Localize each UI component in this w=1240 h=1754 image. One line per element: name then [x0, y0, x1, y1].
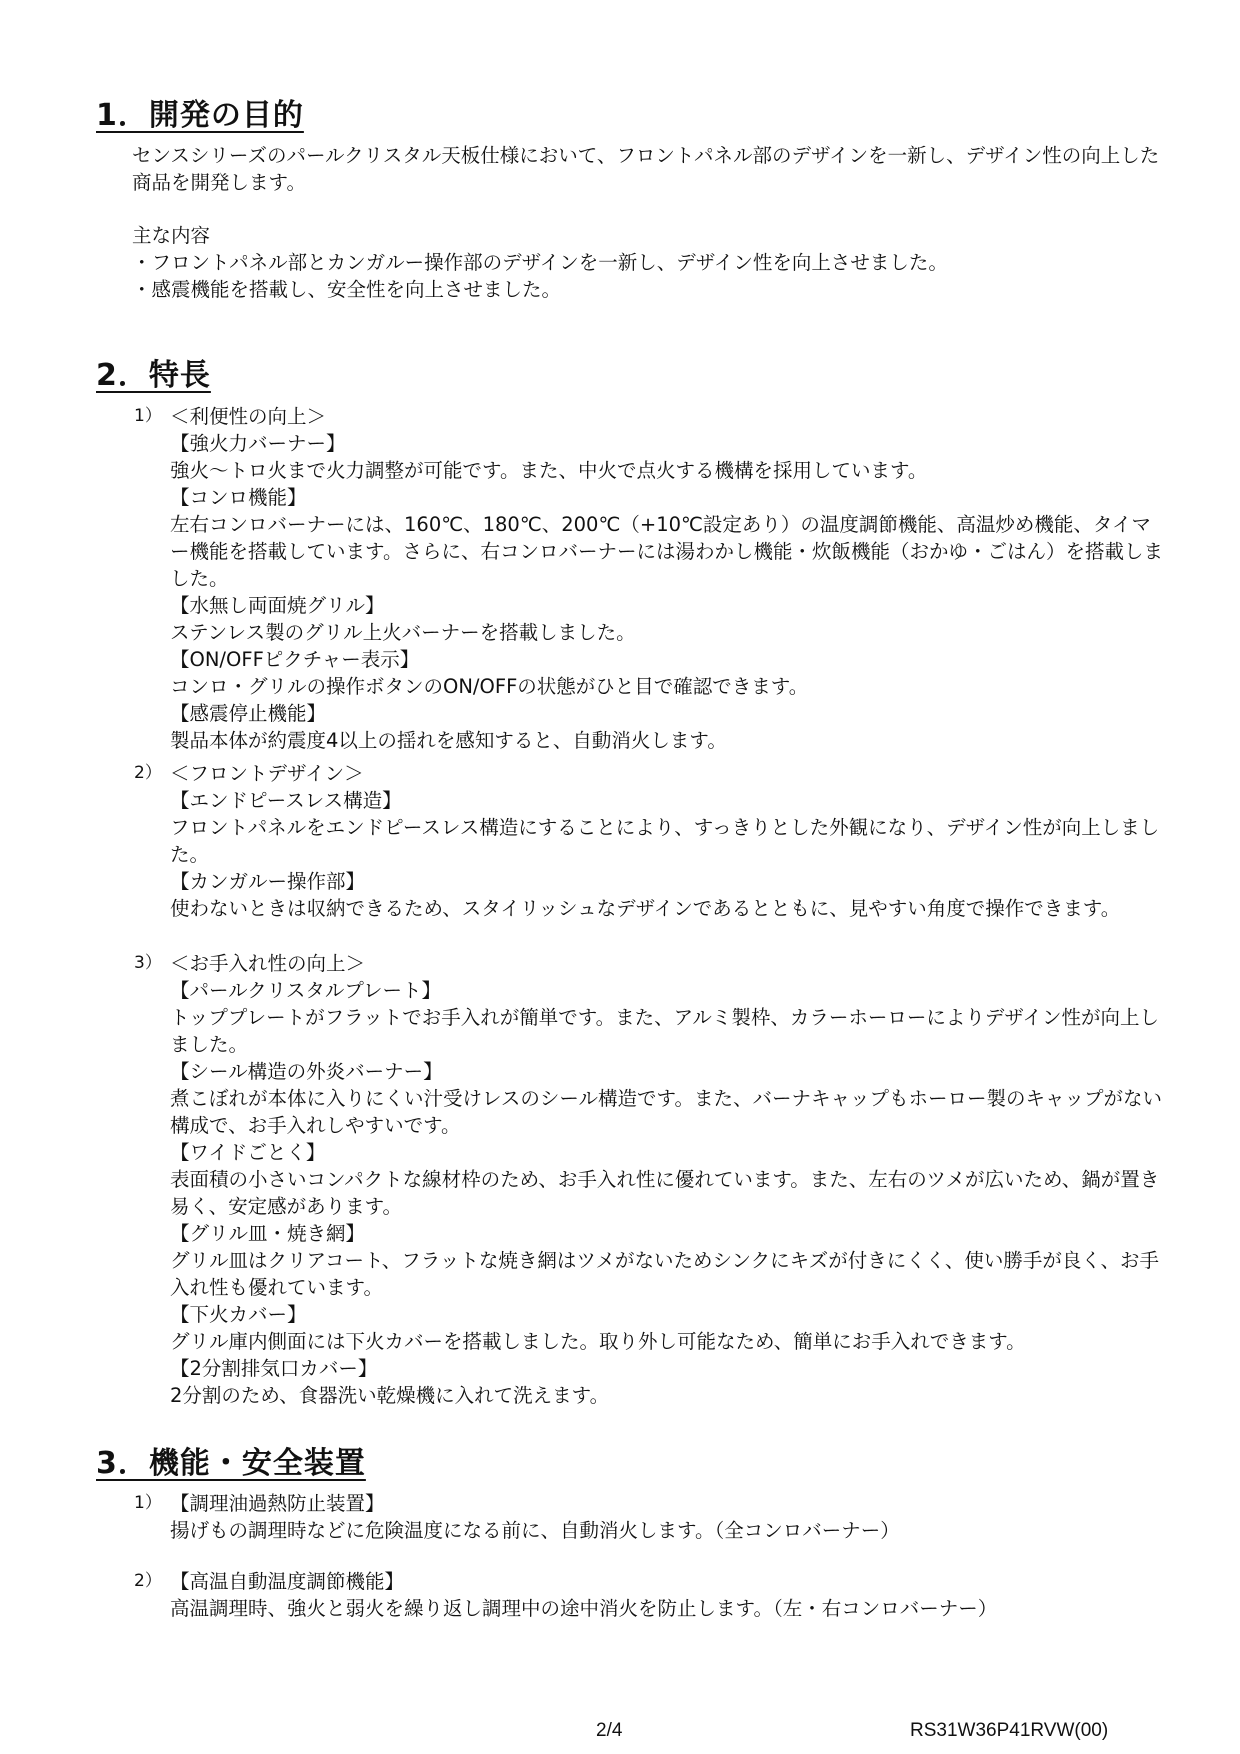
- item-number: 2）: [134, 1571, 162, 1591]
- item-label: 【感震停止機能】: [170, 702, 327, 725]
- item-label: 【調理油過熱防止装置】: [170, 1492, 385, 1515]
- item-number: 1）: [134, 1493, 162, 1513]
- item-text: コンロ・グリルの操作ボタンのON/OFFの状態がひと目で確認できます。: [170, 675, 809, 698]
- group-title: ＜お手入れ性の向上＞: [170, 952, 366, 975]
- group-items: [170, 430, 1170, 754]
- item-text: ステンレス製のグリル上火バーナーを搭載しました。: [170, 621, 636, 644]
- safety-item: [170, 1490, 1170, 1544]
- item-label: 【強火力バーナー】: [170, 432, 346, 455]
- group-items: [170, 787, 1170, 922]
- item-text: グリル庫内側面には下火カバーを搭載しました。取り外し可能なため、簡単にお手入れできます。: [170, 1330, 1026, 1353]
- group-number: 1）: [134, 406, 162, 426]
- page-number: 2/4: [596, 1720, 623, 1741]
- item-text: 製品本体が約震度4以上の揺れを感知すると、自動消火します。: [170, 729, 727, 752]
- item-label: 【高温自動温度調節機能】: [170, 1570, 405, 1593]
- section-1-heading: 1．開発の目的: [96, 98, 304, 133]
- item-text: 使わないときは収納できるため、スタイリッシュなデザインであるとともに、見やすい角度で操作できます。: [170, 897, 1121, 920]
- item-label: 【シール構造の外炎バーナー】: [170, 1060, 443, 1083]
- item-text: 揚げもの調理時などに危険温度になる前に、自動消火します。（全コンロバーナー）: [170, 1519, 900, 1542]
- section-1-point: ・感震機能を搭載し、安全性を向上させました。: [132, 278, 562, 301]
- item-label: 【ON/OFFピクチャー表示】: [170, 648, 420, 671]
- item-label: 【カンガルー操作部】: [170, 870, 366, 893]
- group-title: ＜利便性の向上＞: [170, 405, 327, 428]
- group-items: [170, 977, 1170, 1409]
- item-label: 【コンロ機能】: [170, 486, 307, 509]
- item-label: 【パールクリスタルプレート】: [170, 979, 442, 1002]
- section-1-point: ・フロントパネル部とカンガルー操作部のデザインを一新し、デザイン性を向上させました。: [132, 251, 948, 274]
- item-label: 【水無し両面焼グリル】: [170, 594, 385, 617]
- section-3-heading: 3．機能・安全装置: [96, 1446, 366, 1481]
- section-2-heading: 2．特長: [96, 358, 211, 393]
- safety-item: [170, 1568, 1170, 1622]
- item-text: 表面積の小さいコンパクトな線材枠のため、お手入れ性に優れています。また、左右のツメが広いため、鍋が置き易く、安定感があります。: [170, 1168, 1160, 1218]
- group-number: 2）: [134, 763, 162, 783]
- group-title: ＜フロントデザイン＞: [170, 762, 364, 785]
- item-text: 煮こぼれが本体に入りにくい汁受けレスのシール構造です。また、バーナキャップもホーロー製のキャップがない構成で、お手入れしやすいです。: [170, 1087, 1162, 1137]
- item-text: 2分割のため、食器洗い乾燥機に入れて洗えます。: [170, 1384, 610, 1407]
- item-label: 【グリル皿・焼き網】: [170, 1222, 366, 1245]
- item-text: 強火～トロ火まで火力調整が可能です。また、中火で点火する機構を採用しています。: [170, 459, 928, 482]
- item-text: グリル皿はクリアコート、フラットな焼き網はツメがないためシンクにキズが付きにくく、使い勝手が良く、お手入れ性も優れています。: [170, 1249, 1159, 1299]
- group-number: 3）: [134, 953, 162, 973]
- item-text: 左右コンロバーナーには、160℃、180℃、200℃（+10℃設定あり）の温度調節機能、高温炒め機能、タイマー機能を搭載しています。さらに、右コンロバーナーには湯わかし機能・炊飯機能（おかゆ・ごはん）を搭載しました。: [170, 513, 1163, 590]
- section-1-main-heading: 主な内容: [132, 224, 211, 247]
- item-label: 【エンドピースレス構造】: [170, 789, 402, 812]
- item-text: フロントパネルをエンドピースレス構造にすることにより、すっきりとした外観になり、デザイン性が向上しました。: [170, 816, 1160, 866]
- item-label: 【下火カバー】: [170, 1303, 307, 1326]
- section-1-intro: センスシリーズのパールクリスタル天板仕様において、フロントパネル部のデザインを一新し、デザイン性の向上した商品を開発します。: [132, 144, 1160, 194]
- document-code: RS31W36P41RVW(00): [910, 1720, 1109, 1741]
- item-label: 【ワイドごとく】: [170, 1141, 326, 1164]
- item-label: 【2分割排気口カバー】: [170, 1357, 378, 1380]
- item-text: トッププレートがフラットでお手入れが簡単です。また、アルミ製枠、カラーホーローによりデザイン性が向上しました。: [170, 1006, 1160, 1056]
- item-text: 高温調理時、強火と弱火を繰り返し調理中の途中消火を防止します。（左・右コンロバーナー）: [170, 1597, 998, 1620]
